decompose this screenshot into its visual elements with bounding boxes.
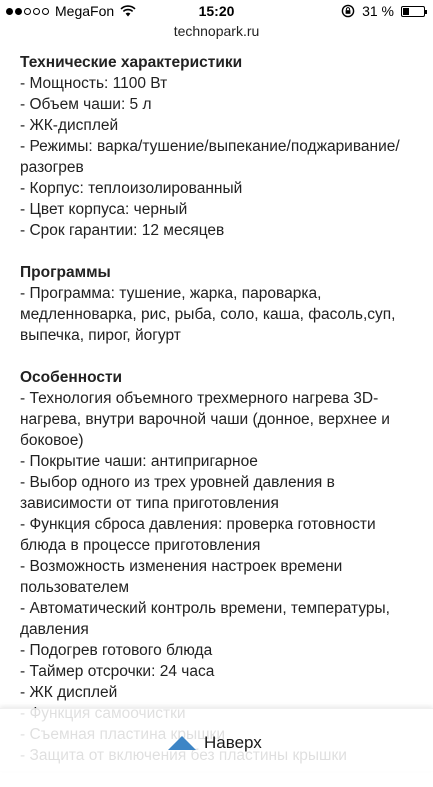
arrow-up-icon [168, 736, 196, 750]
spec-line: - Выбор одного из трех уровней давления в [20, 474, 335, 491]
spec-line: - Функция сброса давления: проверка готовности [20, 516, 376, 533]
address-bar[interactable] [0, 22, 433, 46]
battery-icon [401, 6, 425, 17]
spec-line: - Технология объемного трехмерного нагрева 3D- [20, 390, 379, 407]
spec-section [20, 262, 425, 346]
spec-line: - Возможность изменения настроек времени [20, 558, 343, 575]
spec-line: - Режимы: варка/тушение/выпекание/поджаривание/ [20, 138, 400, 155]
url-domain: technopark.ru [173, 23, 260, 39]
spec-section [20, 367, 425, 766]
section-heading: Технические характеристики [20, 54, 243, 71]
spec-line: - Покрытие чаши: антипригарное [20, 453, 258, 470]
spec-line: - ЖК дисплей [20, 684, 118, 701]
scroll-to-top-label: Наверх [204, 733, 262, 752]
spec-line: выпечка, пирог, йогурт [20, 327, 181, 344]
status-bar [0, 0, 433, 22]
spec-line: - Мощность: 1100 Вт [20, 75, 168, 92]
scroll-to-top-button[interactable] [168, 731, 262, 755]
bottom-toolbar [0, 708, 433, 771]
spec-line: - Цвет корпуса: черный [20, 201, 188, 218]
page-content [20, 52, 425, 787]
section-heading: Особенности [20, 369, 123, 386]
carrier-name: MegaFon [55, 3, 115, 19]
spec-line: зависимости от типа приготовления [20, 495, 279, 512]
spec-line: - Таймер отсрочки: 24 часа [20, 663, 215, 680]
spec-line: - Автоматический контроль времени, температуры, [20, 600, 390, 617]
section-heading: Программы [20, 264, 111, 281]
spec-line: - Подогрев готового блюда [20, 642, 213, 659]
spec-line: - Корпус: теплоизолированный [20, 180, 243, 197]
spec-section [20, 52, 425, 241]
spec-line: - Срок гарантии: 12 месяцев [20, 222, 225, 239]
spec-line: нагрева, внутри варочной чаши (донное, верхнее и [20, 411, 390, 428]
spec-line: давления [20, 621, 89, 638]
spec-line: разогрев [20, 159, 84, 176]
battery-percent: 31 % [362, 3, 394, 19]
status-right [341, 0, 425, 22]
spec-line: медленноварка, рис, рыба, соло, каша, фасоль,суп, [20, 306, 396, 323]
spec-line: боковое) [20, 432, 84, 449]
status-time: 15:20 [198, 3, 235, 19]
spec-line: - Объем чаши: 5 л [20, 96, 152, 113]
spec-line: блюда в процессе приготовления [20, 537, 261, 554]
rotation-lock-icon [341, 4, 355, 18]
spec-line: пользователем [20, 579, 130, 596]
battery-fill [403, 8, 409, 15]
spec-line: - Программа: тушение, жарка, пароварка, [20, 285, 322, 302]
spec-line: - ЖК-дисплей [20, 117, 119, 134]
